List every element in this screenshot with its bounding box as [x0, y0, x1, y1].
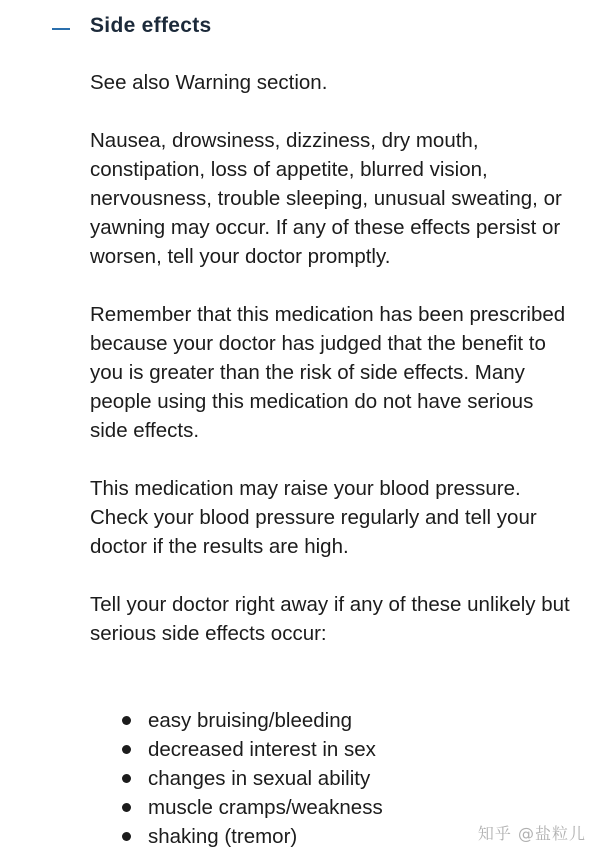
- paragraph-blood-pressure: This medication may raise your blood pressure. Check your blood pressure regularly and tell your doctor if the results are high.: [90, 477, 537, 558]
- bullet-icon: [122, 803, 131, 812]
- paragraph-benefit-note: Remember that this medication has been prescribed because your doctor has judged that the benefit to you is greater than the risk of side effects. Many people using this medication do not have serious side effects.: [90, 303, 566, 442]
- list-item-label: easy bruising/bleeding: [148, 709, 352, 732]
- list-item: [120, 764, 580, 793]
- section-header[interactable]: [0, 12, 600, 44]
- list-item-label: changes in sexual ability: [148, 767, 371, 790]
- list-item-label: muscle cramps/weakness: [148, 796, 383, 819]
- paragraph-see-also: See also Warning section.: [90, 71, 328, 94]
- list-item: [120, 706, 580, 735]
- paragraph-common-effects: Nausea, drowsiness, dizziness, dry mouth, constipation, loss of appetite, blurred vision, nervousness, trouble sleeping, unusual sweating, or yawning may occur. If any of these effects persist or worsen, tell your doctor promptly.: [90, 129, 562, 268]
- list-item-label: shaking (tremor): [148, 825, 298, 848]
- bullet-icon: [122, 832, 131, 841]
- section-content: [90, 68, 570, 677]
- watermark: 知乎 @盐粒儿: [477, 824, 586, 843]
- bullet-icon: [122, 716, 131, 725]
- list-item-label: decreased interest in sex: [148, 738, 376, 761]
- paragraph-serious-intro: Tell your doctor right away if any of these unlikely but serious side effects occur:: [90, 593, 570, 645]
- section-title: Side effects: [90, 14, 212, 37]
- list-item: [120, 735, 580, 764]
- bullet-icon: [122, 745, 131, 754]
- list-item: [120, 793, 580, 822]
- minus-icon[interactable]: [52, 28, 70, 30]
- bullet-icon: [122, 774, 131, 783]
